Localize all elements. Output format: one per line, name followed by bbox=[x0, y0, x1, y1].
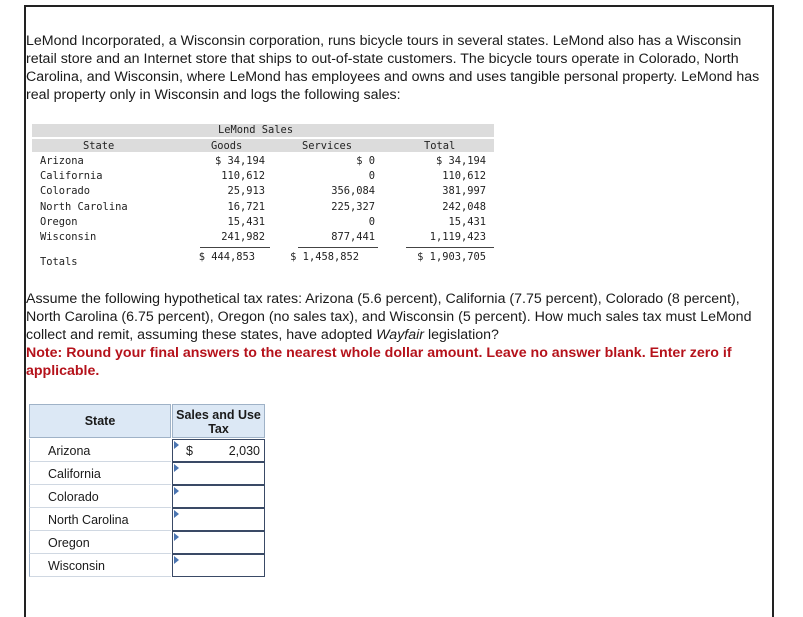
sales-row-state: Colorado bbox=[40, 185, 91, 198]
sales-use-tax-input[interactable] bbox=[172, 508, 265, 531]
sales-title: LeMond Sales bbox=[218, 124, 294, 136]
sales-row-total: 1,119,423 bbox=[429, 231, 486, 243]
cell-marker-icon bbox=[174, 487, 179, 495]
cell-marker-icon bbox=[174, 510, 179, 518]
sales-row-services: 0 bbox=[368, 215, 375, 228]
sales-row-services: 0 bbox=[368, 170, 375, 183]
sales-row-goods: 16,721 bbox=[227, 200, 265, 213]
question-emphasis: Wayfair bbox=[376, 327, 424, 343]
answer-header-tax: Sales and Use Tax bbox=[172, 404, 265, 438]
question-text-a: Assume the following hypothetical tax rates: Arizona (5.6 percent), California (7.75 percent), Colorado (8 percent), North Carolina (6.75 percent), Oregon (no sales tax), and Wisconsin (5 percent). How much sales tax must LeMond collect and remit, assuming these states, have adopted bbox=[26, 291, 752, 343]
sales-use-tax-input[interactable] bbox=[172, 554, 265, 577]
totals-total: $ 1,903,705 bbox=[417, 251, 486, 263]
sales-use-tax-input[interactable] bbox=[172, 485, 265, 508]
sales-row-goods: 25,913 bbox=[227, 185, 265, 198]
sales-row-state: Oregon bbox=[40, 215, 78, 228]
sales-row-goods: 110,612 bbox=[221, 170, 265, 183]
goods-sum-line bbox=[200, 247, 270, 248]
totals-label: Totals bbox=[40, 256, 78, 268]
total-sum-line bbox=[406, 247, 494, 248]
sales-row-state: Arizona bbox=[40, 155, 84, 167]
sales-row-services: 877,441 bbox=[331, 231, 375, 243]
sales-row-goods: 15,431 bbox=[227, 215, 265, 228]
sales-row-state: North Carolina bbox=[40, 200, 128, 213]
sales-row-services: $ 0 bbox=[356, 155, 375, 167]
answer-value: 2,030 bbox=[228, 444, 260, 458]
answer-row-state: Wisconsin bbox=[29, 554, 171, 577]
currency-symbol: $ bbox=[186, 444, 193, 458]
header-total: Total bbox=[424, 140, 456, 152]
cell-marker-icon bbox=[174, 464, 179, 472]
sales-use-tax-input[interactable] bbox=[172, 439, 265, 462]
sales-row-total: $ 34,194 bbox=[435, 155, 486, 167]
cell-marker-icon bbox=[174, 441, 179, 449]
sales-row-state: Wisconsin bbox=[40, 231, 97, 243]
header-services: Services bbox=[302, 140, 353, 152]
sales-row-total: 381,997 bbox=[442, 185, 486, 198]
totals-services: $ 1,458,852 bbox=[290, 251, 359, 263]
question-paragraph bbox=[26, 290, 768, 380]
answer-row-state: North Carolina bbox=[29, 508, 171, 531]
sales-row-services: 356,084 bbox=[331, 185, 375, 198]
services-sum-line bbox=[298, 247, 378, 248]
sales-row-goods: 241,982 bbox=[221, 231, 265, 243]
rounding-note: Note: Round your final answers to the nearest whole dollar amount. Leave no answer blank. Enter zero if applicable. bbox=[26, 345, 732, 379]
header-state: State bbox=[83, 140, 115, 152]
cell-marker-icon bbox=[174, 533, 179, 541]
sales-use-tax-input[interactable] bbox=[172, 531, 265, 554]
sales-row-total: 242,048 bbox=[442, 200, 486, 213]
header-goods: Goods bbox=[211, 140, 243, 152]
sales-row-total: 15,431 bbox=[448, 215, 486, 228]
totals-goods: $ 444,853 bbox=[198, 251, 255, 263]
intro-paragraph: LeMond Incorporated, a Wisconsin corporation, runs bicycle tours in several states. LeMond also has a Wisconsin retail store and an Internet store that ships to out-of-state customers. The bicycle tours operate in Colorado, North Carolina, and Wisconsin, where LeMond has employees and owns and uses tangible personal property. LeMond has real property only in Wisconsin and logs the following sales: bbox=[26, 33, 760, 103]
question-text-b: legislation? bbox=[424, 327, 499, 343]
answer-row-state: Oregon bbox=[29, 531, 171, 554]
sales-use-tax-input[interactable] bbox=[172, 462, 265, 485]
sales-row-total: 110,612 bbox=[442, 170, 486, 183]
sales-row-services: 225,327 bbox=[331, 200, 375, 213]
answer-row-state: California bbox=[29, 462, 171, 485]
cell-marker-icon bbox=[174, 556, 179, 564]
answer-header-state: State bbox=[29, 404, 171, 438]
sales-row-goods: $ 34,194 bbox=[214, 155, 265, 167]
sales-row-state: California bbox=[40, 170, 103, 183]
answer-row-state: Colorado bbox=[29, 485, 171, 508]
answer-row-state: Arizona bbox=[29, 439, 171, 462]
